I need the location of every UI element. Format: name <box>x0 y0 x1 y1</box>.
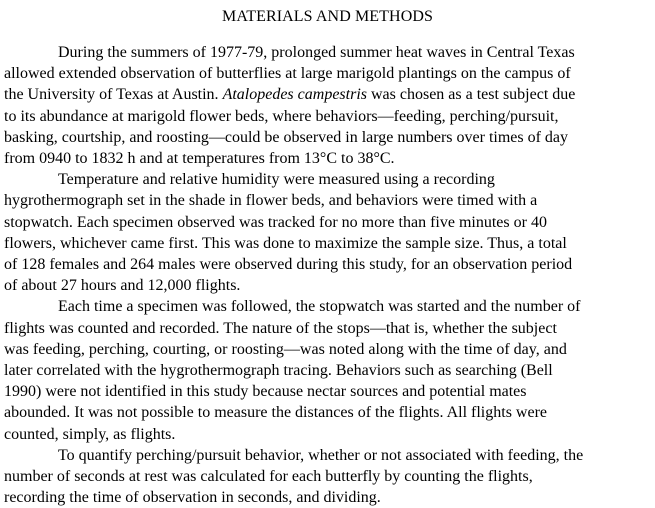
species-name: Atalopedes campestris <box>222 86 367 104</box>
text-line: During the summers of 1977-79, prolonged summer heat waves in Central Texas <box>58 44 575 61</box>
text-line: from 0940 to 1832 h and at temperatures from 13°C to 38°C. <box>4 150 395 168</box>
text-line: number of seconds at rest was calculated for each butterfly by counting the flights, <box>4 468 533 486</box>
text-segment: the University of Texas at Austin. <box>4 86 223 104</box>
text-line: of about 27 hours and 12,000 flights. <box>4 277 241 295</box>
text-line: basking, courtship, and roosting—could be observed in large numbers over times of day <box>4 128 569 146</box>
text-line: To quantify perching/pursuit behavior, whether or not associated with feeding, the <box>58 446 584 464</box>
text-line: of 128 females and 264 males were observed during this study, for an observation period <box>4 256 573 274</box>
text-line: 1990) were not identified in this study because nectar sources and potential mates <box>4 383 527 401</box>
paragraph-4 <box>4 445 651 508</box>
text-segment: was chosen as a test subject due <box>366 86 576 104</box>
text-line: later correlated with the hygrothermograph tracing. Behaviors such as searching (Bell <box>4 362 553 380</box>
paragraph-2 <box>4 169 651 296</box>
paragraph-1 <box>4 42 651 169</box>
text-line: Temperature and relative humidity were measured using a recording <box>58 171 495 189</box>
text-line: flights was counted and recorded. The nature of the stops—that is, whether the subject <box>4 319 557 337</box>
text-line: allowed extended observation of butterflies at large marigold plantings on the campus of <box>4 65 571 83</box>
text-line <box>4 84 651 105</box>
text-line: to its abundance at marigold flower beds, where behaviors—feeding, perching/pursuit, <box>4 107 559 125</box>
text-line: stopwatch. Each specimen observed was tracked for no more than five minutes or 40 <box>4 213 547 231</box>
text-line: flowers, whichever came first. This was done to maximize the sample size. Thus, a total <box>4 234 567 252</box>
text-line: hygrothermograph set in the shade in flower beds, and behaviors were timed with a <box>4 192 538 210</box>
section-heading: MATERIALS AND METHODS <box>222 8 433 25</box>
paragraph-3 <box>4 296 651 444</box>
text-line: counted, simply, as flights. <box>4 425 176 443</box>
text-line: Each time a specimen was followed, the stopwatch was started and the number of <box>58 298 581 316</box>
text-line: abounded. It was not possible to measure the distances of the flights. All flights were <box>4 404 547 422</box>
text-line: recording the time of observation in seconds, and dividing. <box>4 489 381 507</box>
text-line: was feeding, perching, courting, or roosting—was noted along with the time of day, and <box>4 340 567 358</box>
